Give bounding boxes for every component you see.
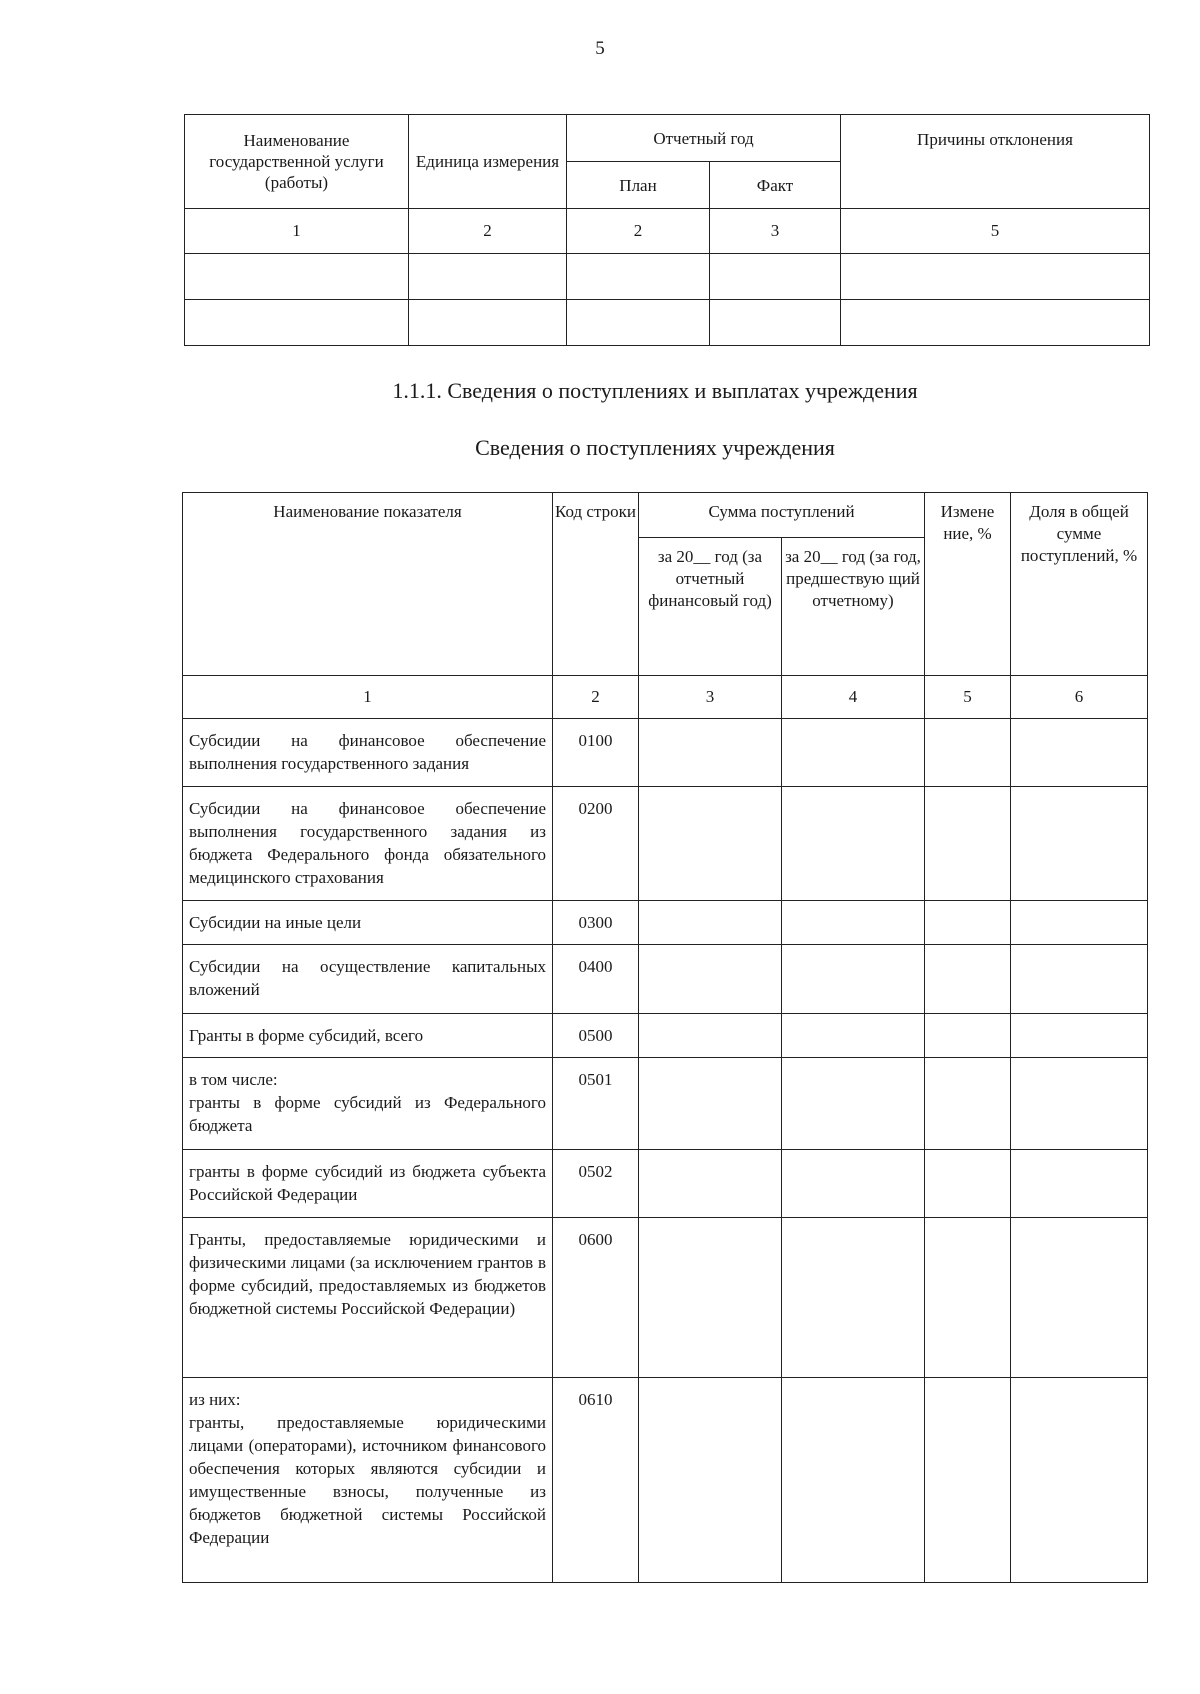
table-row	[183, 945, 1148, 1014]
empty-cell	[1011, 901, 1148, 945]
empty-cell	[925, 901, 1011, 945]
empty-cell	[567, 254, 710, 300]
header-change-percent: Измене ние, %	[925, 493, 1011, 676]
row-code: 0600	[553, 1218, 639, 1378]
empty-cell	[639, 787, 782, 901]
empty-cell	[1011, 945, 1148, 1014]
empty-cell	[710, 254, 841, 300]
empty-cell	[782, 787, 925, 901]
column-number: 5	[925, 676, 1011, 719]
empty-cell	[782, 1378, 925, 1583]
empty-cell	[782, 945, 925, 1014]
empty-cell	[841, 300, 1150, 346]
empty-cell	[567, 300, 710, 346]
row-name-text: гранты, предоставляемые юридическими лицами (операторами), источником финансового обеспечения которых являются субсидии и имущественные взносы, полученные из бюджетов бюджетной системы Российской Федерации	[189, 1413, 546, 1547]
empty-cell	[925, 1378, 1011, 1583]
row-code: 0200	[553, 787, 639, 901]
header-deviation-reasons: Причины отклонения	[841, 115, 1150, 209]
row-code: 0500	[553, 1014, 639, 1058]
header-fact: Факт	[710, 162, 841, 209]
column-number: 3	[639, 676, 782, 719]
row-name	[183, 1378, 553, 1583]
table-row	[183, 1218, 1148, 1378]
column-number: 6	[1011, 676, 1148, 719]
column-number: 2	[553, 676, 639, 719]
page-number: 5	[595, 38, 605, 59]
empty-cell	[710, 300, 841, 346]
empty-cell	[782, 719, 925, 787]
column-numbers-row	[183, 676, 1148, 719]
empty-cell	[639, 1014, 782, 1058]
column-number: 3	[710, 209, 841, 254]
header-plan: План	[567, 162, 710, 209]
row-name-text: гранты в форме субсидий из Федерального бюджета	[189, 1093, 546, 1135]
empty-cell	[1011, 787, 1148, 901]
empty-cell	[639, 719, 782, 787]
empty-cell	[639, 1218, 782, 1378]
empty-cell	[639, 1150, 782, 1218]
table-row	[183, 787, 1148, 901]
table-row	[183, 1150, 1148, 1218]
row-name	[183, 1058, 553, 1150]
row-code: 0610	[553, 1378, 639, 1583]
header-unit: Единица измерения	[409, 115, 567, 209]
row-code: 0501	[553, 1058, 639, 1150]
row-name: Субсидии на иные цели	[183, 901, 553, 945]
column-number: 5	[841, 209, 1150, 254]
table-row	[185, 300, 1150, 346]
header-line-code: Код строки	[553, 493, 639, 676]
header-service-name: Наименование государственной услуги (работы)	[185, 115, 409, 209]
empty-cell	[782, 1058, 925, 1150]
row-name: Субсидии на финансовое обеспечение выполнения государственного задания	[183, 719, 553, 787]
column-number: 1	[183, 676, 553, 719]
empty-cell	[1011, 1378, 1148, 1583]
row-code: 0100	[553, 719, 639, 787]
column-number: 1	[185, 209, 409, 254]
table-row	[183, 901, 1148, 945]
row-code: 0400	[553, 945, 639, 1014]
header-reporting-year: Отчетный год	[567, 115, 841, 162]
section-heading: 1.1.1. Сведения о поступлениях и выплатах учреждения	[392, 378, 918, 403]
empty-cell	[925, 1014, 1011, 1058]
services-table	[184, 114, 1150, 346]
row-code: 0300	[553, 901, 639, 945]
empty-cell	[409, 254, 567, 300]
empty-cell	[1011, 1014, 1148, 1058]
row-name: Гранты в форме субсидий, всего	[183, 1014, 553, 1058]
table-row	[183, 1378, 1148, 1583]
empty-cell	[639, 1058, 782, 1150]
header-indicator-name: Наименование показателя	[183, 493, 553, 676]
empty-cell	[925, 1218, 1011, 1378]
table-row	[185, 254, 1150, 300]
empty-cell	[639, 945, 782, 1014]
empty-cell	[639, 1378, 782, 1583]
empty-cell	[925, 719, 1011, 787]
row-name: гранты в форме субсидий из бюджета субъекта Российской Федерации	[183, 1150, 553, 1218]
empty-cell	[925, 945, 1011, 1014]
column-number: 2	[567, 209, 710, 254]
column-numbers-row	[185, 209, 1150, 254]
table-row	[183, 1058, 1148, 1150]
empty-cell	[782, 1218, 925, 1378]
empty-cell	[1011, 1150, 1148, 1218]
table-row	[183, 719, 1148, 787]
empty-cell	[1011, 719, 1148, 787]
header-previous-year: за 20__ год (за год, предшествую щий отчетному)	[782, 538, 925, 676]
empty-cell	[782, 1150, 925, 1218]
empty-cell	[841, 254, 1150, 300]
header-share-percent: Доля в общей сумме поступлений, %	[1011, 493, 1148, 676]
empty-cell	[639, 901, 782, 945]
empty-cell	[782, 1014, 925, 1058]
column-number: 2	[409, 209, 567, 254]
row-name: Субсидии на финансовое обеспечение выполнения государственного задания из бюджета Федерального фонда обязательного медицинского страхования	[183, 787, 553, 901]
empty-cell	[185, 300, 409, 346]
empty-cell	[185, 254, 409, 300]
empty-cell	[925, 787, 1011, 901]
row-name: Гранты, предоставляемые юридическими и физическими лицами (за исключением грантов в форме субсидий, предоставляемых из бюджетов бюджетной системы Российской Федерации)	[183, 1218, 553, 1378]
header-reporting-year: за 20__ год (за отчетный финансовый год)	[639, 538, 782, 676]
empty-cell	[925, 1150, 1011, 1218]
empty-cell	[782, 901, 925, 945]
empty-cell	[1011, 1218, 1148, 1378]
row-name: Субсидии на осуществление капитальных вложений	[183, 945, 553, 1014]
header-receipts-sum: Сумма поступлений	[639, 493, 925, 538]
empty-cell	[1011, 1058, 1148, 1150]
column-number: 4	[782, 676, 925, 719]
empty-cell	[925, 1058, 1011, 1150]
empty-cell	[409, 300, 567, 346]
row-name-prefix: из них:	[189, 1390, 241, 1409]
section-subheading: Сведения о поступлениях учреждения	[475, 435, 835, 460]
row-name-prefix: в том числе:	[189, 1070, 278, 1089]
table-row	[183, 1014, 1148, 1058]
row-code: 0502	[553, 1150, 639, 1218]
receipts-table	[182, 492, 1148, 1583]
